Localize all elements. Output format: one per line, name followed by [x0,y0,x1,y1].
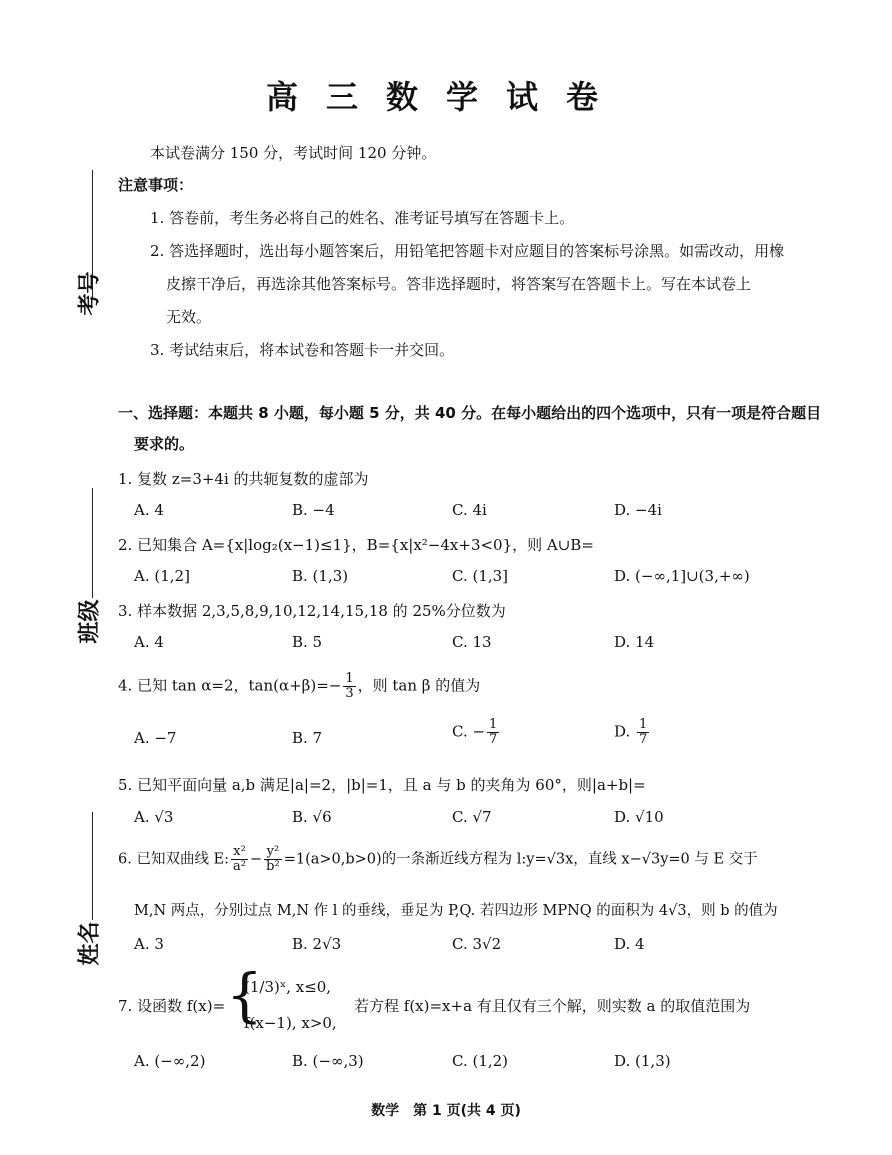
q4-stem-pre: 4. 已知 tan α=2，tan(α+β)=− [118,676,342,695]
q1-stem: 1. 复数 z=3+4i 的共轭复数的虚部为 [118,470,369,488]
q7-case-1: (1/3)ˣ, x≤0, [244,978,332,996]
q4-stem [118,672,480,701]
q2-option-a: A. (1,2] [134,567,190,585]
name-label: 姓名 [77,921,103,966]
q6-option-b: B. 2√3 [292,935,342,953]
q4-option-d [614,718,651,747]
q1-option-d: D. −4i [614,501,662,519]
q6-f1-num: x² [231,845,248,860]
q6-fraction-y [264,845,282,874]
q7-option-a: A. (−∞,2) [134,1052,206,1070]
q4-option-a: A. −7 [134,729,177,747]
q7-option-d: D. (1,3) [614,1052,671,1070]
q5-option-b: B. √6 [292,808,332,826]
q4-d-den: 7 [639,732,648,747]
page-title: 高三数学试卷 [265,78,626,116]
q2-option-d: D. (−∞,1]∪(3,+∞) [614,567,750,585]
q6-option-a: A. 3 [134,935,164,953]
q7-case-2: f(x−1), x>0, [244,1014,337,1032]
q6-option-c: C. 3√2 [452,935,502,953]
q3-stem: 3. 样本数据 2,3,5,8,9,10,12,14,15,18 的 25%分位数为 [118,602,506,620]
q6-stem-post: =1(a>0,b>0)的一条渐近线方程为 l:y=√3x，直线 x−√3y=0 与 E 交于 [283,851,758,868]
q3-option-d: D. 14 [614,633,655,651]
q1-option-a: A. 4 [134,501,164,519]
q5-option-a: A. √3 [134,808,174,826]
q4-option-c [452,718,501,747]
section1-heading: 一、选择题：本题共 8 小题，每小题 5 分，共 40 分。在每小题给出的四个选项中，只有一项是符合题目 [118,404,822,422]
notice-item-3: 3. 考试结束后，将本试卷和答题卡一并交回。 [150,341,455,359]
q3-option-b: B. 5 [292,633,323,651]
q4-frac-num: 1 [345,671,354,686]
q3-option-a: A. 4 [134,633,164,651]
q3-option-c: C. 13 [452,633,492,651]
intro-text: 本试卷满分 150 分，考试时间 120 分钟。 [150,144,437,162]
q4-option-d-fraction [637,718,649,747]
q2-option-c: C. (1,3] [452,567,509,585]
q4-stem-post: ，则 tan β 的值为 [357,676,481,695]
q6-f1-den: a² [233,859,246,874]
q6-f2-den: b² [266,859,280,874]
q7-option-b: B. (−∞,3) [292,1052,364,1070]
q6-stem-line2: M,N 两点，分别过点 M,N 作 l 的垂线，垂足为 P,Q. 若四边形 MPNQ 的面积为 4√3，则 b 的值为 [134,903,778,919]
q4-option-d-prefix: D. [614,722,636,741]
q7-option-c: C. (1,2) [452,1052,509,1070]
page-footer: 数学 第 1 页(共 4 页) [371,1103,521,1119]
notice-item-2a: 2. 答选择题时，选出每小题答案后，用铅笔把答题卡对应题目的答案标号涂黑。如需改动，用橡 [150,242,785,260]
q4-option-c-fraction [487,718,499,747]
q6-stem [118,845,758,874]
q1-option-c: C. 4i [452,501,487,519]
class-line [92,488,93,598]
q7-stem-pre: 7. 设函数 f(x)= [118,997,226,1015]
name-line [92,812,93,920]
section1-heading-cont: 要求的。 [134,435,195,453]
q6-fraction-x [231,845,248,874]
q4-c-den: 7 [489,732,498,747]
notice-item-2c: 无效。 [166,308,212,326]
class-label: 班级 [77,599,103,644]
q2-stem: 2. 已知集合 A={x|log₂(x−1)≤1}，B={x|x²−4x+3<0}，则 A∪B= [118,536,594,554]
q2-option-b: B. (1,3) [292,567,349,585]
q5-option-d: D. √10 [614,808,664,826]
q6-f2-num: y² [264,845,282,860]
q4-fraction [343,672,355,701]
q7-stem-post: 若方程 f(x)=x+a 有且仅有三个解，则实数 a 的取值范围为 [354,997,751,1015]
notice-heading: 注意事项： [118,176,194,194]
notice-item-2b: 皮擦干净后，再选涂其他答案标号。答非选择题时，将答案写在答题卡上。写在本试卷上 [166,275,752,293]
q4-frac-den: 3 [345,686,354,701]
q6-option-d: D. 4 [614,935,645,953]
q5-stem: 5. 已知平面向量 a,b 满足|a|=2，|b|=1，且 a 与 b 的夹角为 60°，则|a+b|= [118,776,646,794]
q4-option-b: B. 7 [292,729,323,747]
q1-option-b: B. −4 [292,501,335,519]
q7-brace: { [226,961,263,1029]
q4-c-num: 1 [489,717,498,732]
q6-stem-pre: 6. 已知双曲线 E: [118,851,230,868]
notice-item-1: 1. 答卷前，考生务必将自己的姓名、准考证号填写在答题卡上。 [150,209,575,227]
q4-d-num: 1 [639,717,648,732]
exam-no-label: 考号 [77,271,103,316]
q5-option-c: C. √7 [452,808,492,826]
q6-minus: − [250,851,263,868]
q4-option-c-prefix: C. − [452,722,486,741]
